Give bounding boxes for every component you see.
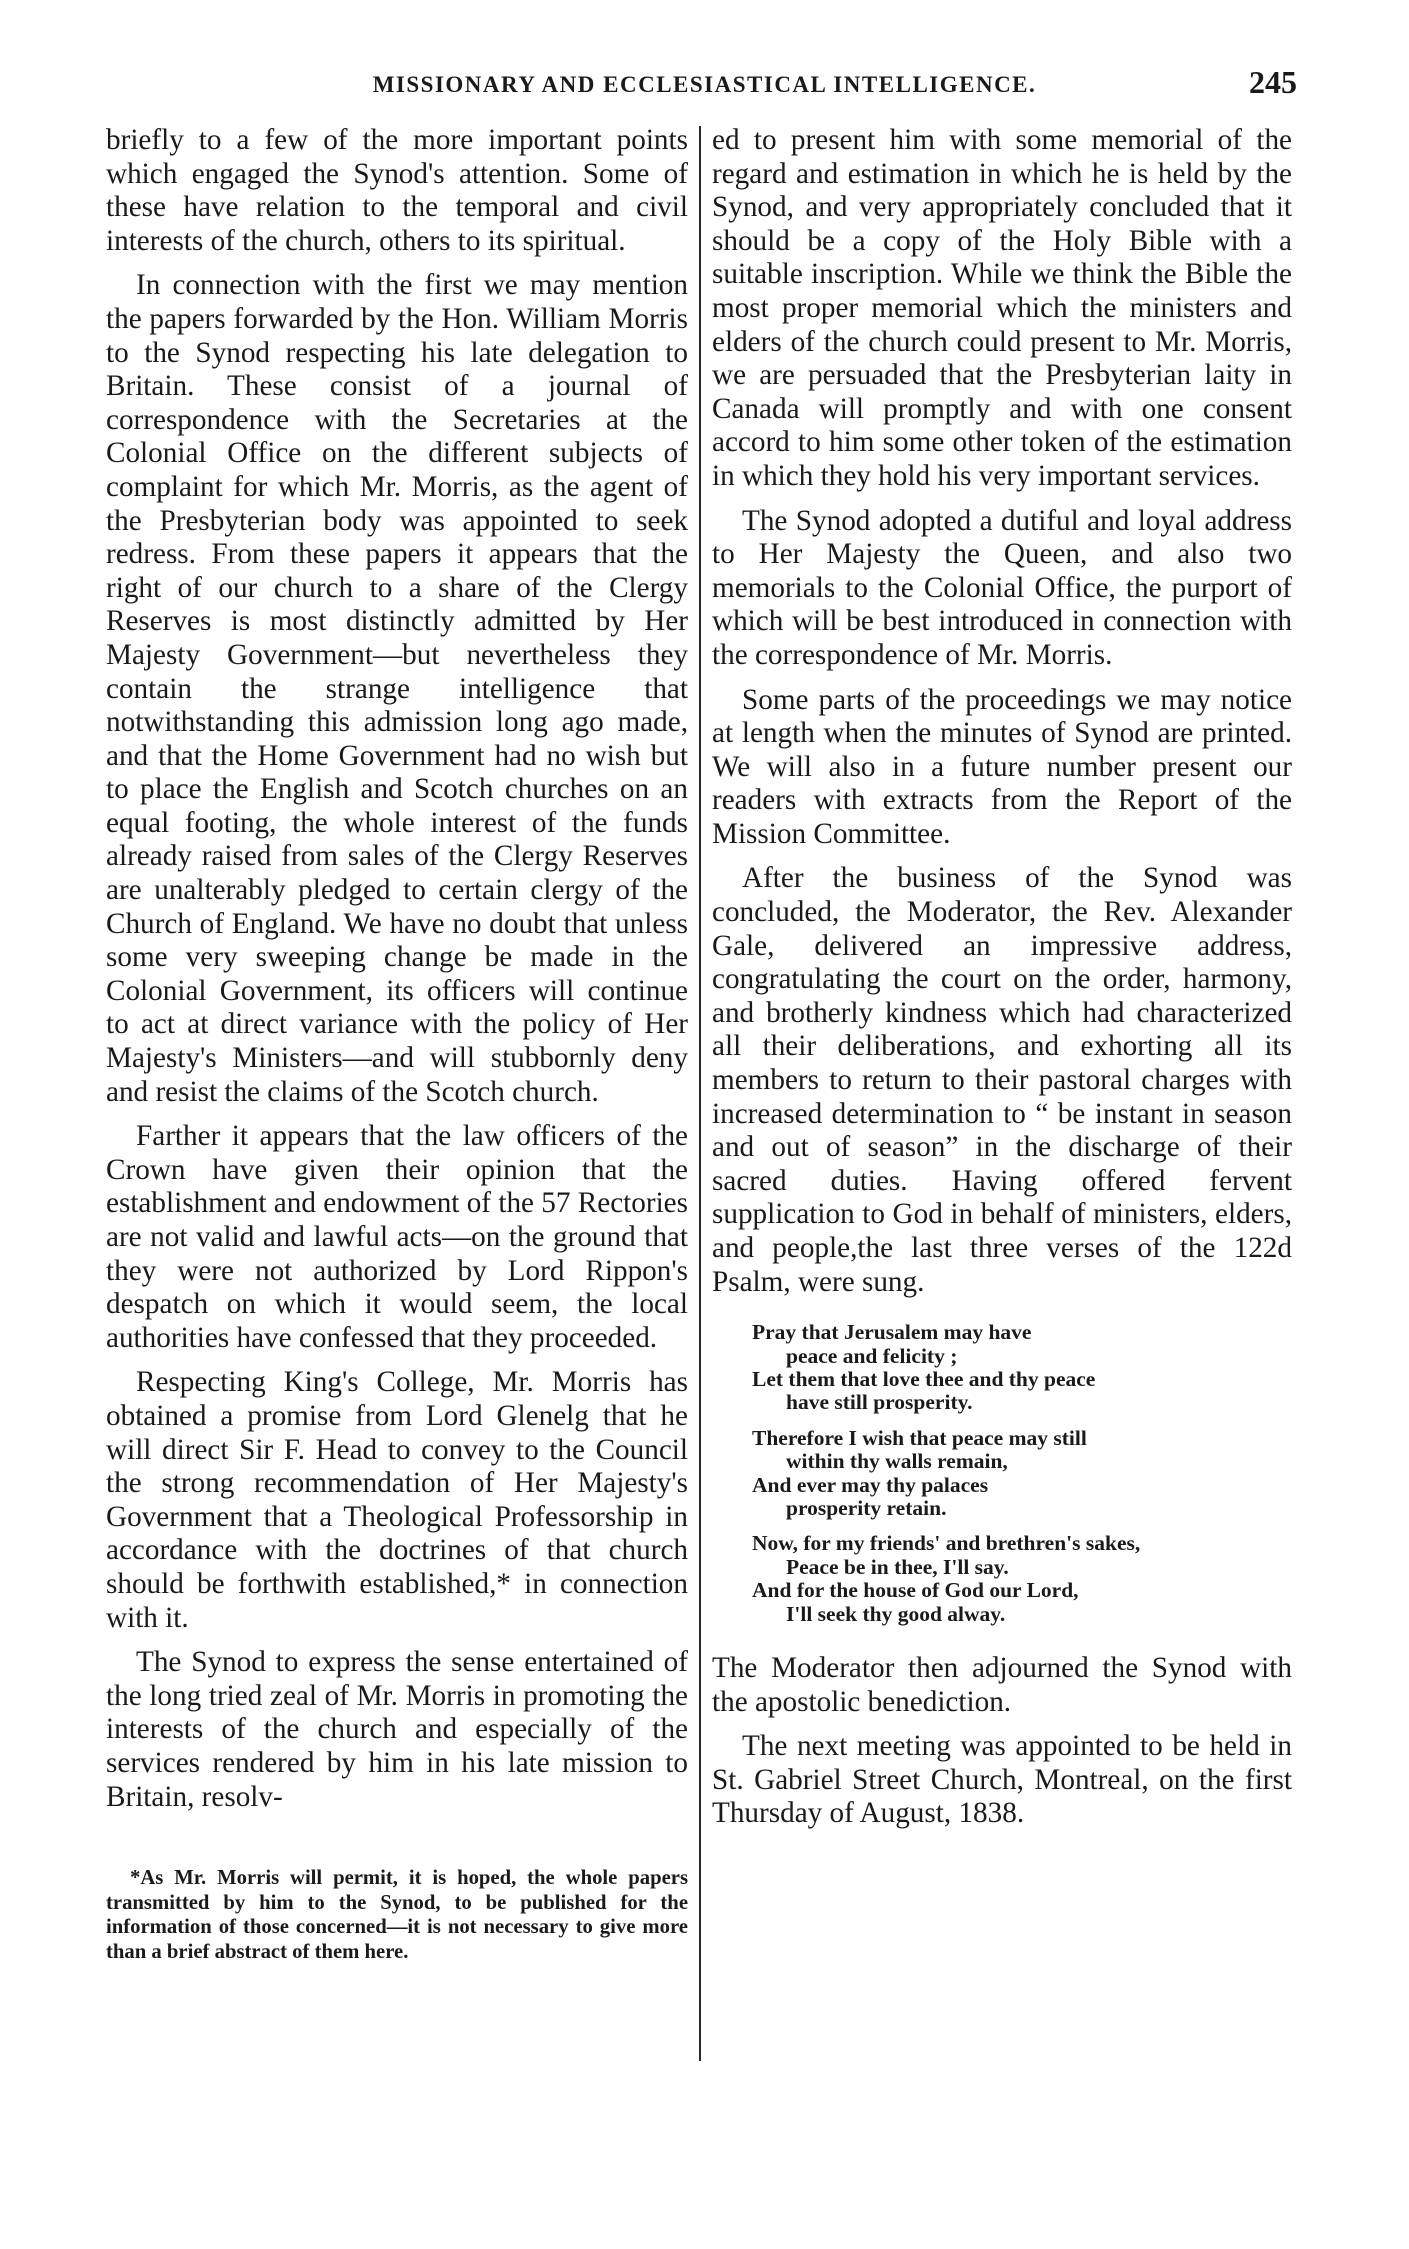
verse-line: And ever may thy palaces <box>752 1472 989 1497</box>
paragraph: The next meeting was appointed to be held in St. Gabriel Street Church, Montreal, on the first Thursday of August, 1838. <box>712 1730 1292 1830</box>
paragraph: The Synod adopted a dutiful and loyal address to Her Majesty the Queen, and also two memorials to the Colonial Office, the purport of which will be best introduced in connection with the correspondence of Mr. Morris. <box>712 504 1292 671</box>
paragraph: Some parts of the proceedings we may notice at length when the minutes of Synod are printed. We will also in a future number present our readers with extracts from the Report of the Mission Committee. <box>712 683 1292 850</box>
verse-line: Therefore I wish that peace may still <box>752 1425 1087 1450</box>
right-column <box>712 124 1292 1842</box>
page-number: 245 <box>1249 64 1297 100</box>
verse-line: Now, for my friends' and brethren's sakes, <box>752 1531 1141 1556</box>
stanza <box>752 1427 1292 1521</box>
stanza <box>752 1532 1292 1626</box>
verse-line: have still prosperity. <box>786 1390 973 1415</box>
verse-line: I'll seek thy good alway. <box>786 1601 1006 1626</box>
column-divider <box>699 126 701 2061</box>
paragraph: After the business of the Synod was concluded, the Moderator, the Rev. Alexander Gale, delivered an impressive address, congratulating the court on the order, harmony, and brotherly kindness which had characterized all their deliberations, and exhorting all its members to return to their pastoral charges with increased determination to “ be instant in season and out of season” in the discharge of their sacred duties. Having offered fervent supplication to God in behalf of ministers, elders, and people,the last three verses of the 122d Psalm, were sung. <box>712 862 1292 1298</box>
running-head <box>100 64 1309 112</box>
paragraph: Respecting King's College, Mr. Morris has obtained a promise from Lord Glenelg that he will direct Sir F. Head to convey to the Council the strong recommendation of Her Majesty's Government that a Theological Professorship in accordance with the doctrines of that church should be forthwith established,* in connection with it. <box>106 1366 688 1634</box>
verse-line: within thy walls remain, <box>786 1449 1008 1474</box>
footnote-text: *As Mr. Morris will permit, it is hoped, the whole papers transmitted by him to the Synod, to be published for the information of those concerned—it is not necessary to give more than a brief abstract of them here. <box>106 1867 688 1963</box>
verse-line: Let them that love thee and thy peace <box>752 1367 1096 1391</box>
verse-line: peace and felicity ; <box>786 1343 958 1368</box>
verse-line: Peace be in thee, I'll say. <box>786 1554 1009 1579</box>
paragraph: ed to present him with some memorial of the regard and estimation in which he is held by the Synod, and very appropriately concluded that it should be a copy of the Holy Bible with a suitable inscription. While we think the Bible the most proper memorial which the ministers and elders of the church could present to Mr. Morris, we are persuaded that the Presbyterian laity in Canada will promptly and with one consent accord to him some other token of the estimation in which they hold his very important services. <box>712 124 1292 492</box>
footnote <box>106 1866 688 1964</box>
verse-line: prosperity retain. <box>786 1496 947 1521</box>
paragraph: The Moderator then adjourned the Synod with the apostolic benediction. <box>712 1652 1292 1718</box>
paragraph: In connection with the first we may mention the papers forwarded by the Hon. William Morris to the Synod respecting his late delegation to Britain. These consist of a journal of correspondence with the Secretaries at the Colonial Office on the different subjects of complaint for which Mr. Morris, as the agent of the Presbyterian body was appointed to seek redress. From these papers it appears that the right of our church to a share of the Clergy Reserves is most distinctly admitted by Her Majesty Government—but nevertheless they contain the strange intelligence that notwithstanding this admission long ago made, and that the Home Government had no wish but to place the English and Scotch churches on an equal footing, the whole interest of the funds already raised from sales of the Clergy Reserves are unalterably pledged to certain clergy of the Church of England. We have no doubt that unless some very sweeping change be made in the Colonial Government, its officers will continue to act at direct variance with the policy of Her Majesty's Ministers—and will stubbornly deny and resist the claims of the Scotch church. <box>106 269 688 1108</box>
paragraph: briefly to a few of the more important points which engaged the Synod's attention. Some of these have relation to the temporal and civil interests of the church, others to its spiritual. <box>106 124 688 257</box>
verse-line: And for the house of God our Lord, <box>752 1578 1079 1603</box>
left-column <box>106 124 688 1964</box>
running-title: MISSIONARY AND ECCLESIASTICAL INTELLIGENCE. <box>372 72 1037 97</box>
paragraph: The Synod to express the sense entertained of the long tried zeal of Mr. Morris in promoting the interests of the church and especially of the services rendered by him in his late mission to Britain, resolv- <box>106 1646 688 1813</box>
paragraph: Farther it appears that the law officers of the Crown have given their opinion that the establishment and endowment of the 57 Rectories are not valid and lawful acts—on the ground that they were not authorized by Lord Rippon's despatch on which it would seem, the local authorities have confessed that they proceeded. <box>106 1120 688 1354</box>
stanza <box>752 1321 1292 1415</box>
verse-line: Pray that Jerusalem may have <box>752 1320 1032 1345</box>
psalm-verses <box>752 1321 1292 1626</box>
